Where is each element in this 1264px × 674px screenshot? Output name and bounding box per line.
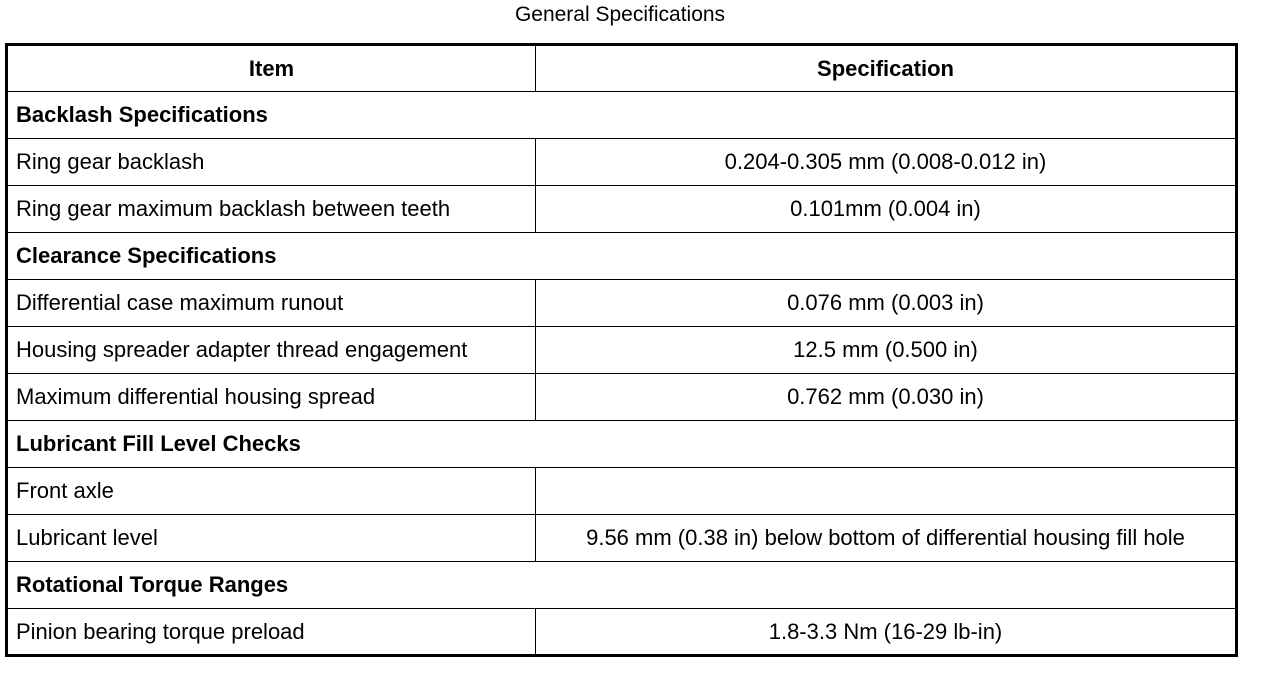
table-caption: General Specifications bbox=[514, 3, 726, 26]
section-row bbox=[7, 92, 1237, 139]
section-row bbox=[7, 562, 1237, 609]
item-cell: Maximum differential housing spread bbox=[7, 374, 536, 421]
spec-cell: 9.56 mm (0.38 in) below bottom of differential housing fill hole bbox=[536, 515, 1237, 562]
header-row bbox=[7, 45, 1237, 92]
table-row bbox=[7, 609, 1237, 656]
section-heading: Rotational Torque Ranges bbox=[7, 562, 1237, 609]
spec-cell: 12.5 mm (0.500 in) bbox=[536, 327, 1237, 374]
spec-cell: 0.204-0.305 mm (0.008-0.012 in) bbox=[536, 139, 1237, 186]
section-row bbox=[7, 233, 1237, 280]
item-cell: Housing spreader adapter thread engagement bbox=[7, 327, 536, 374]
specifications-table bbox=[5, 43, 1238, 657]
table-row bbox=[7, 280, 1237, 327]
section-row bbox=[7, 421, 1237, 468]
table-row bbox=[7, 186, 1237, 233]
table-row bbox=[7, 468, 1237, 515]
column-header-specification: Specification bbox=[536, 45, 1237, 92]
spec-cell: 1.8-3.3 Nm (16-29 lb-in) bbox=[536, 609, 1237, 656]
item-cell: Lubricant level bbox=[7, 515, 536, 562]
section-heading: Clearance Specifications bbox=[7, 233, 1237, 280]
table-row bbox=[7, 139, 1237, 186]
item-cell: Pinion bearing torque preload bbox=[7, 609, 536, 656]
column-header-item: Item bbox=[7, 45, 536, 92]
section-heading: Backlash Specifications bbox=[7, 92, 1237, 139]
spec-cell: 0.762 mm (0.030 in) bbox=[536, 374, 1237, 421]
item-cell: Ring gear backlash bbox=[7, 139, 536, 186]
spec-cell bbox=[536, 468, 1237, 515]
spec-cell: 0.076 mm (0.003 in) bbox=[536, 280, 1237, 327]
table-row bbox=[7, 374, 1237, 421]
item-cell: Differential case maximum runout bbox=[7, 280, 536, 327]
table-row bbox=[7, 515, 1237, 562]
item-cell: Front axle bbox=[7, 468, 536, 515]
item-cell: Ring gear maximum backlash between teeth bbox=[7, 186, 536, 233]
section-heading: Lubricant Fill Level Checks bbox=[7, 421, 1237, 468]
spec-cell: 0.101mm (0.004 in) bbox=[536, 186, 1237, 233]
table-row bbox=[7, 327, 1237, 374]
